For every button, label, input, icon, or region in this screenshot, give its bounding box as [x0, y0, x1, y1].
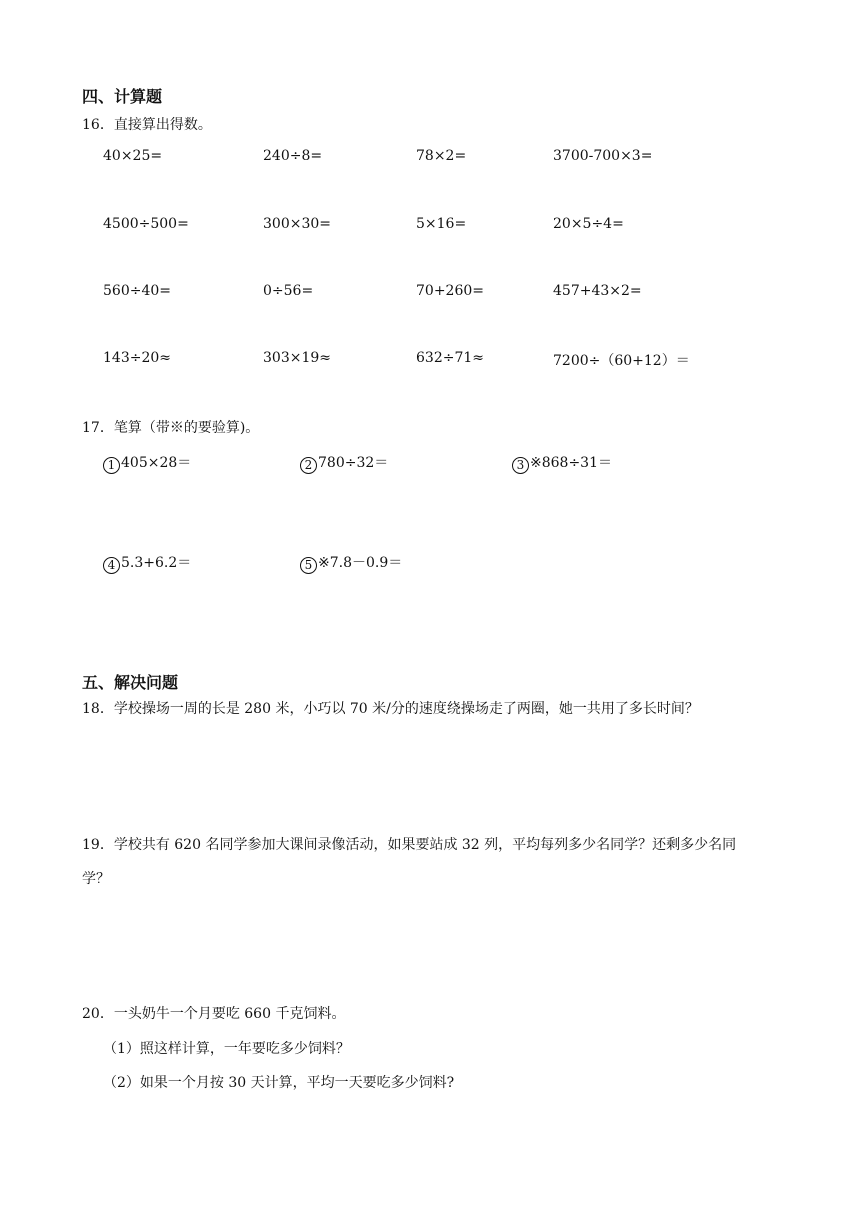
- question-17: [82, 417, 259, 437]
- written-calc-item-3: 3 ※868÷31＝: [512, 452, 612, 474]
- question-number: 16．: [82, 117, 114, 133]
- calc-item: 303×19≈: [263, 350, 331, 366]
- question-20-part-2: （2）如果一个月按 30 天计算，平均一天要吃多少饲料?: [103, 1075, 455, 1091]
- calc-item: 4500÷500=: [103, 216, 189, 232]
- calc-item: 78×2=: [416, 148, 467, 164]
- question-text: 学校共有 620 名同学参加大课间录像活动，如果要站成 32 列，平均每列多少名同学？还剩多少名同: [113, 837, 737, 853]
- question-20: [82, 1003, 345, 1023]
- circled-number: 3: [512, 457, 529, 474]
- calc-item: 457+43×2=: [553, 283, 642, 299]
- circled-number: 1: [103, 457, 120, 474]
- question-prompt: 直接算出得数。: [113, 117, 212, 133]
- calc-item: 20×5÷4=: [553, 216, 624, 232]
- calc-item: 5×16=: [416, 216, 467, 232]
- calc-item: 3700-700×3=: [553, 148, 653, 164]
- calc-item: 560÷40=: [103, 283, 171, 299]
- calc-item: 0÷56=: [263, 283, 314, 299]
- question-18: [82, 698, 699, 718]
- question-text: 学校操场一周的长是 280 米，小巧以 70 米/分的速度绕操场走了两圈，她一共用了多长时间？: [113, 701, 699, 717]
- calc-item: 300×30=: [263, 216, 331, 232]
- question-text: 一头奶牛一个月要吃 660 千克饲料。: [113, 1006, 346, 1022]
- question-19-continuation: 学？: [82, 871, 110, 887]
- question-prompt: 笔算（带※的要验算)。: [113, 420, 260, 436]
- circled-number: 2: [300, 457, 317, 474]
- question-16: [82, 114, 212, 134]
- calc-item: 70+260=: [416, 283, 484, 299]
- written-calc-item-2: 2 780÷32＝: [300, 452, 388, 474]
- calc-item: 7200÷（60+12）＝: [553, 353, 690, 369]
- question-number: 17．: [82, 420, 114, 436]
- section-title-calculation: 四、计算题: [82, 87, 163, 106]
- calc-item: 40×25=: [103, 148, 163, 164]
- written-calc-item-4: 4 5.3+6.2＝: [103, 552, 191, 574]
- section-title-problem-solving: 五、解决问题: [82, 673, 179, 692]
- question-19: [82, 834, 736, 854]
- calc-item: 632÷71≈: [416, 350, 484, 366]
- question-number: 20．: [82, 1006, 114, 1022]
- written-calc-item-1: 1 405×28＝: [103, 452, 191, 474]
- calc-item: 240÷8=: [263, 148, 323, 164]
- circled-number: 5: [300, 557, 317, 574]
- question-20-part-1: （1）照这样计算，一年要吃多少饲料？: [103, 1041, 350, 1057]
- question-number: 18．: [82, 701, 114, 717]
- circled-number: 4: [103, 557, 120, 574]
- calc-item: 143÷20≈: [103, 350, 171, 366]
- question-number: 19．: [82, 837, 114, 853]
- written-calc-item-5: 5 ※7.8－0.9＝: [300, 552, 402, 574]
